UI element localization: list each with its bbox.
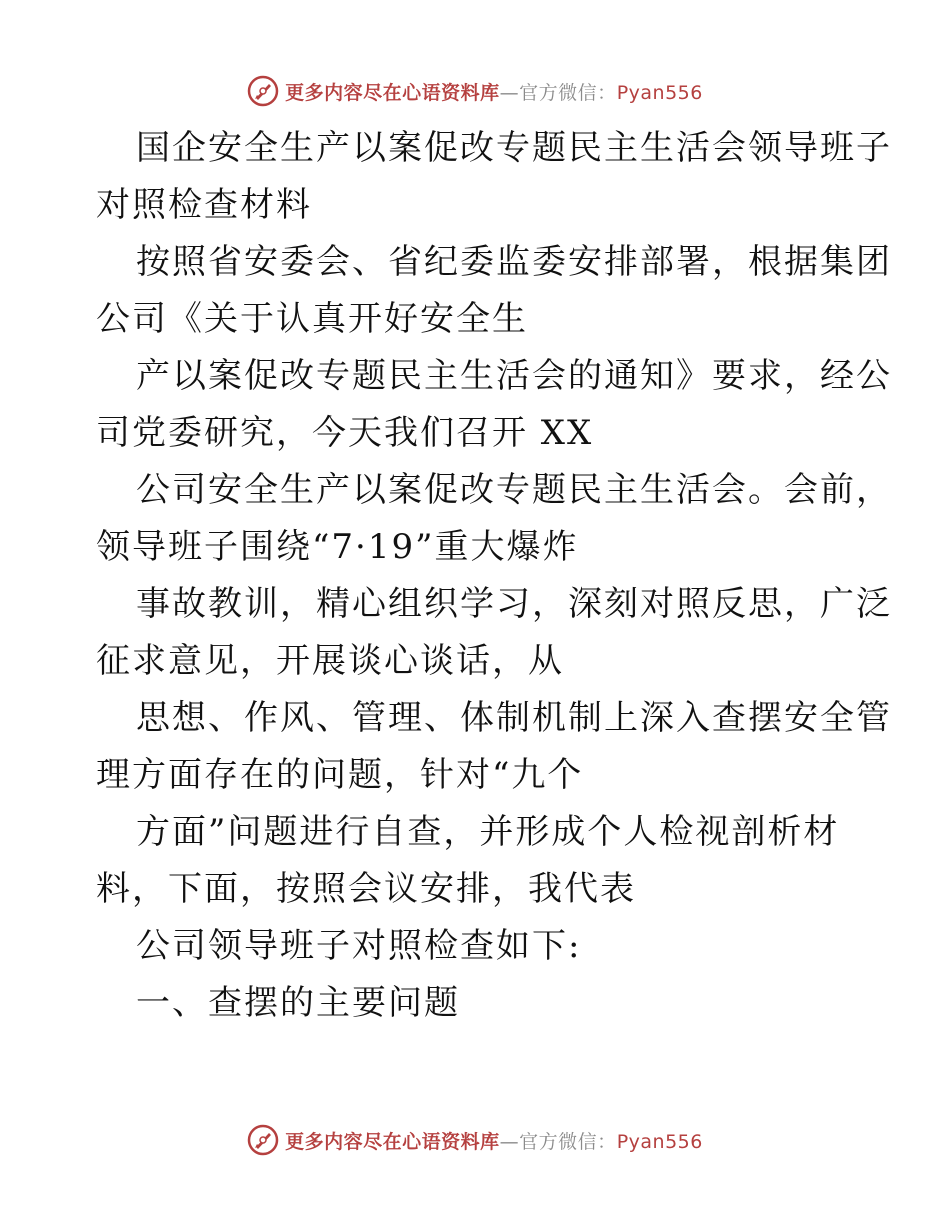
doc-section-heading: 一、查摆的主要问题 [136, 983, 460, 1023]
doc-paragraph-line: 司党委研究，今天我们召开 XX [96, 413, 594, 453]
doc-paragraph-line: 事故教训，精心组织学习，深刻对照反思，广泛 [136, 584, 892, 624]
doc-paragraph-line: 领导班子围绕“7·19”重大爆炸 [96, 527, 579, 567]
footer-watermark-text [285, 1127, 703, 1154]
footer-watermark-banner [0, 1120, 950, 1160]
header-watermark-group [247, 75, 703, 107]
doc-paragraph-line: 征求意见，开展谈心谈话，从 [96, 641, 564, 681]
watermark-site-name: 更多内容尽在心语资料库 [285, 1130, 500, 1153]
doc-title-line-1: 国企安全生产以案促改专题民主生活会领导班子 [136, 128, 892, 168]
watermark-site-name: 更多内容尽在心语资料库 [285, 81, 500, 104]
watermark-wechat-label: —官方微信： [499, 1130, 617, 1153]
doc-paragraph-line: 理方面存在的问题，针对“九个 [96, 755, 584, 795]
header-watermark-banner [0, 71, 950, 111]
feather-pen-logo-icon [247, 1124, 279, 1156]
doc-paragraph-line: 按照省安委会、省纪委监委安排部署，根据集团 [136, 242, 892, 282]
header-watermark-text [285, 78, 703, 105]
doc-paragraph-line: 料，下面，按照会议安排，我代表 [96, 869, 636, 909]
doc-paragraph-line: 公司《关于认真开好安全生 [96, 299, 528, 339]
doc-paragraph-line: 思想、作风、管理、体制机制上深入查摆安全管 [136, 698, 892, 738]
doc-title-line-2: 对照检查材料 [96, 185, 312, 225]
doc-paragraph-line: 公司领导班子对照检查如下: [136, 926, 582, 966]
doc-paragraph-line: 方面”问题进行自查，并形成个人检视剖析材 [136, 812, 840, 852]
feather-pen-logo-icon [247, 75, 279, 107]
document-body [96, 120, 892, 1032]
doc-paragraph-line: 公司安全生产以案促改专题民主生活会。会前， [136, 470, 892, 510]
watermark-wechat-label: —官方微信： [499, 81, 617, 104]
watermark-wechat-id: Pyan556 [616, 1130, 703, 1153]
watermark-wechat-id: Pyan556 [616, 81, 703, 104]
doc-paragraph-line: 产以案促改专题民主生活会的通知》要求，经公 [136, 356, 892, 396]
footer-watermark-group [247, 1124, 703, 1156]
